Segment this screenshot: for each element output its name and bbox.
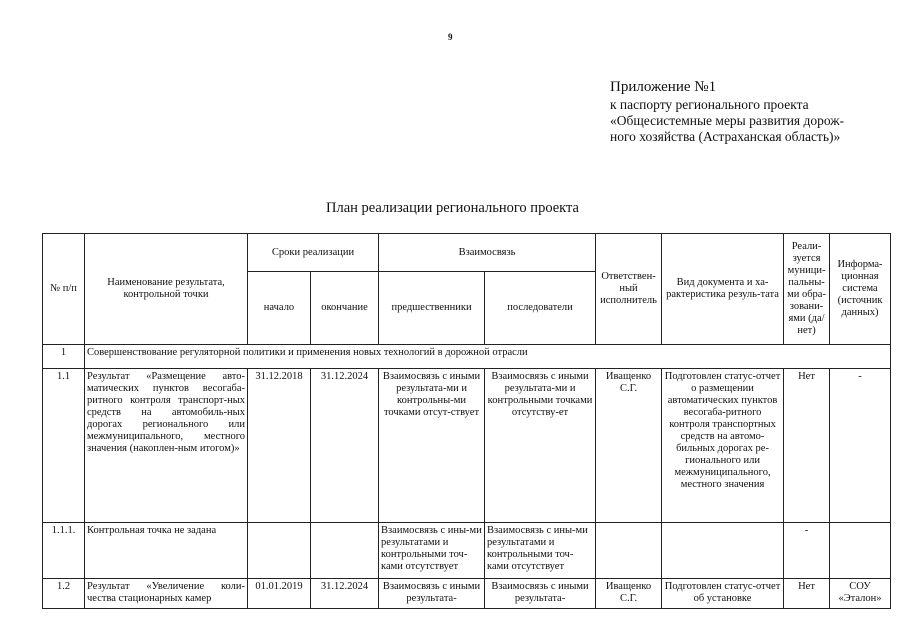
row-document: Подготовлен статус-отчет о размещении автоматических пунктов весогаба-ритного контроля транспортных средств на автомо-бильных дорогах ре-гионального или межмуниципального, местного значения [662, 369, 784, 523]
header-terms: Сроки реализации [248, 234, 379, 272]
row-successors: Взаимосвязь с иными результата-ми и контрольными точками отсутству-ет [485, 369, 596, 523]
section-title: Совершенствование регуляторной политики и применения новых технологий в дорожной отрасли [85, 345, 891, 369]
row-info-system [830, 523, 891, 579]
header-info-system: Информа-ционная система (источник данных) [830, 234, 891, 345]
row-predecessors: Взаимосвязь с ины-ми результатами и контрольными точ-ками отсутствует [379, 523, 485, 579]
row-document [662, 523, 784, 579]
row-responsible: Иващенко С.Г. [596, 369, 662, 523]
row-document: Подготовлен статус-отчет об установке [662, 579, 784, 609]
section-row [43, 345, 891, 369]
row-info-system: - [830, 369, 891, 523]
row-name: Контрольная точка не задана [85, 523, 248, 579]
page-number: 9 [448, 32, 453, 42]
row-name: Результат «Увеличение коли-чества стационарных камер [85, 579, 248, 609]
plan-table [42, 233, 891, 609]
appendix-block [610, 78, 895, 145]
row-responsible: Иващенко С.Г. [596, 579, 662, 609]
header-num: № п/п [43, 234, 85, 345]
row-predecessors: Взаимосвязь с иными результата- [379, 579, 485, 609]
row-name: Результат «Размещение авто-матических пунктов весогаба-ритного контроля транспорт-ных средств на автомобиль-ных дорогах регионального или межмуниципального, местного значения (накоплен-ным итогом)» [85, 369, 248, 523]
plan-title: План реализации регионального проекта [326, 200, 579, 216]
row-num: 1.2 [43, 579, 85, 609]
row-end: 31.12.2024 [311, 369, 379, 523]
row-responsible [596, 523, 662, 579]
header-start: начало [248, 272, 311, 345]
table-row [43, 523, 891, 579]
row-num: 1.1.1. [43, 523, 85, 579]
row-municipal: Нет [784, 579, 830, 609]
row-start: 01.01.2019 [248, 579, 311, 609]
table-row [43, 369, 891, 523]
appendix-line: «Общесистемные меры развития дорож- [610, 113, 845, 128]
row-successors: Взаимосвязь с ины-ми результатами и контрольными точ-ками отсутствует [485, 523, 596, 579]
appendix-line: ного хозяйства (Астраханская область)» [610, 129, 841, 144]
row-end: 31.12.2024 [311, 579, 379, 609]
header-predecessors: предшественники [379, 272, 485, 345]
appendix-title: Приложение №1 [610, 79, 717, 95]
section-num: 1 [43, 345, 85, 369]
row-num: 1.1 [43, 369, 85, 523]
header-municipal: Реали-зуется муници-пальны-ми обра-зовани-ями (да/нет) [784, 234, 830, 345]
table-row [43, 579, 891, 609]
row-end [311, 523, 379, 579]
row-municipal: - [784, 523, 830, 579]
header-responsible: Ответствен-ный исполнитель [596, 234, 662, 345]
header-links: Взаимосвязь [379, 234, 596, 272]
header-successors: последователи [485, 272, 596, 345]
appendix-line: к паспорту регионального проекта [610, 97, 809, 112]
header-document: Вид документа и ха-рактеристика резуль-тата [662, 234, 784, 345]
row-predecessors: Взаимосвязь с иными результата-ми и контрольны-ми точками отсут-ствует [379, 369, 485, 523]
header-name: Наименование результата, контрольной точки [85, 234, 248, 345]
row-start [248, 523, 311, 579]
row-info-system: СОУ «Эталон» [830, 579, 891, 609]
row-successors: Взаимосвязь с иными результата- [485, 579, 596, 609]
row-start: 31.12.2018 [248, 369, 311, 523]
header-end: окончание [311, 272, 379, 345]
row-municipal: Нет [784, 369, 830, 523]
